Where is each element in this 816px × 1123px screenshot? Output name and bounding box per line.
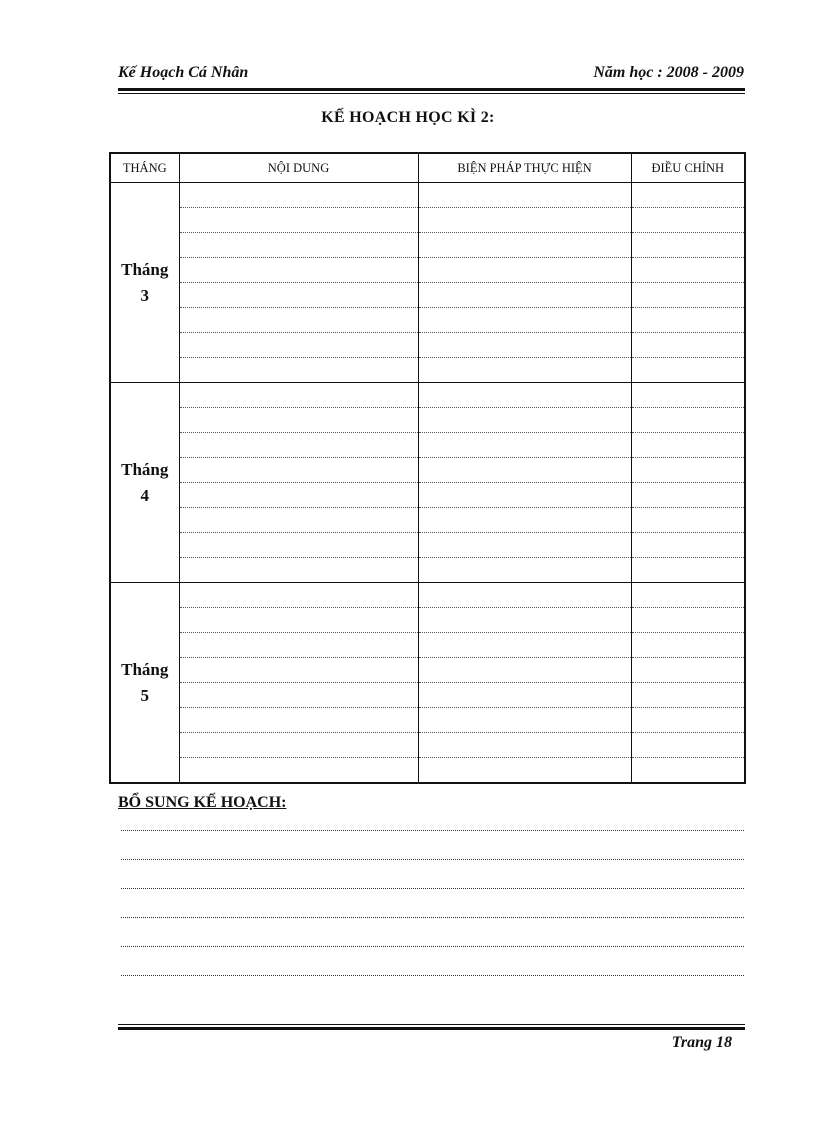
table-row bbox=[110, 208, 745, 233]
content-cell[interactable] bbox=[179, 358, 418, 383]
adjustment-cell[interactable] bbox=[631, 333, 745, 358]
supplement-title-part2: KẾ HOẠCH bbox=[193, 794, 282, 811]
content-cell[interactable] bbox=[179, 608, 418, 633]
month-number: 4 bbox=[140, 485, 149, 505]
table-row bbox=[110, 308, 745, 333]
measures-cell[interactable] bbox=[418, 683, 631, 708]
table-row bbox=[110, 408, 745, 433]
measures-cell[interactable] bbox=[418, 558, 631, 583]
table-header-row bbox=[110, 153, 745, 183]
adjustment-cell[interactable] bbox=[631, 558, 745, 583]
measures-cell[interactable] bbox=[418, 283, 631, 308]
page-number: Trang 18 bbox=[671, 1034, 732, 1051]
adjustment-cell[interactable] bbox=[631, 533, 745, 558]
measures-cell[interactable] bbox=[418, 333, 631, 358]
header-title: Kế Hoạch Cá Nhân bbox=[118, 64, 249, 81]
adjustment-cell[interactable] bbox=[631, 483, 745, 508]
table-row bbox=[110, 758, 745, 784]
column-header-month: THÁNG bbox=[110, 153, 179, 183]
table-row bbox=[110, 508, 745, 533]
adjustment-cell[interactable] bbox=[631, 283, 745, 308]
fill-line[interactable] bbox=[121, 946, 744, 947]
adjustment-cell[interactable] bbox=[631, 458, 745, 483]
fill-line[interactable] bbox=[121, 917, 744, 918]
measures-cell[interactable] bbox=[418, 408, 631, 433]
adjustment-cell[interactable] bbox=[631, 708, 745, 733]
plan-table bbox=[109, 152, 746, 784]
fill-line[interactable] bbox=[121, 975, 744, 976]
fill-line[interactable] bbox=[121, 830, 744, 831]
supplement-title bbox=[118, 794, 286, 812]
month-cell bbox=[110, 183, 179, 383]
table-row bbox=[110, 708, 745, 733]
header-rule-thick bbox=[118, 88, 745, 91]
adjustment-cell[interactable] bbox=[631, 383, 745, 408]
fill-line[interactable] bbox=[121, 859, 744, 860]
content-cell[interactable] bbox=[179, 308, 418, 333]
adjustment-cell[interactable] bbox=[631, 358, 745, 383]
table-row bbox=[110, 583, 745, 608]
measures-cell[interactable] bbox=[418, 533, 631, 558]
measures-cell[interactable] bbox=[418, 633, 631, 658]
table-row bbox=[110, 183, 745, 208]
month-cell bbox=[110, 583, 179, 784]
table-row bbox=[110, 258, 745, 283]
column-header-content: NỘI DUNG bbox=[179, 153, 418, 183]
table-row bbox=[110, 558, 745, 583]
table-row bbox=[110, 608, 745, 633]
page-title: KẾ HOẠCH HỌC KÌ 2: bbox=[321, 109, 495, 126]
table-row bbox=[110, 658, 745, 683]
adjustment-cell[interactable] bbox=[631, 308, 745, 333]
content-cell[interactable] bbox=[179, 283, 418, 308]
table-row bbox=[110, 433, 745, 458]
month-cell bbox=[110, 383, 179, 583]
content-cell[interactable] bbox=[179, 533, 418, 558]
measures-cell[interactable] bbox=[418, 733, 631, 758]
measures-cell[interactable] bbox=[418, 258, 631, 283]
supplement-title-part1: BỔ SUNG bbox=[118, 794, 190, 811]
fill-line[interactable] bbox=[121, 888, 744, 889]
month-label: Tháng bbox=[121, 459, 169, 479]
measures-cell[interactable] bbox=[418, 358, 631, 383]
adjustment-cell[interactable] bbox=[631, 208, 745, 233]
content-cell[interactable] bbox=[179, 233, 418, 258]
table-row bbox=[110, 683, 745, 708]
plan-table-body bbox=[110, 183, 745, 784]
table-row bbox=[110, 483, 745, 508]
adjustment-cell[interactable] bbox=[631, 658, 745, 683]
month-label: Tháng bbox=[121, 659, 169, 679]
measures-cell[interactable] bbox=[418, 233, 631, 258]
content-cell[interactable] bbox=[179, 258, 418, 283]
measures-cell[interactable] bbox=[418, 708, 631, 733]
column-header-measures: BIỆN PHÁP THỰC HIỆN bbox=[418, 153, 631, 183]
measures-cell[interactable] bbox=[418, 183, 631, 208]
content-cell[interactable] bbox=[179, 583, 418, 608]
content-cell[interactable] bbox=[179, 208, 418, 233]
adjustment-cell[interactable] bbox=[631, 233, 745, 258]
table-row bbox=[110, 383, 745, 408]
measures-cell[interactable] bbox=[418, 758, 631, 784]
content-cell[interactable] bbox=[179, 683, 418, 708]
table-row bbox=[110, 533, 745, 558]
measures-cell[interactable] bbox=[418, 458, 631, 483]
measures-cell[interactable] bbox=[418, 208, 631, 233]
measures-cell[interactable] bbox=[418, 483, 631, 508]
content-cell[interactable] bbox=[179, 708, 418, 733]
supplement-title-colon: : bbox=[281, 794, 287, 811]
adjustment-cell[interactable] bbox=[631, 758, 745, 784]
adjustment-cell[interactable] bbox=[631, 608, 745, 633]
table-row bbox=[110, 458, 745, 483]
measures-cell[interactable] bbox=[418, 308, 631, 333]
content-cell[interactable] bbox=[179, 508, 418, 533]
footer-rule-thick bbox=[118, 1027, 745, 1030]
header-school-year: Năm học : 2008 - 2009 bbox=[593, 64, 744, 81]
month-number: 3 bbox=[140, 285, 149, 305]
adjustment-cell[interactable] bbox=[631, 183, 745, 208]
content-cell[interactable] bbox=[179, 458, 418, 483]
header-rule-thin bbox=[118, 93, 745, 94]
adjustment-cell[interactable] bbox=[631, 733, 745, 758]
adjustment-cell[interactable] bbox=[631, 683, 745, 708]
adjustment-cell[interactable] bbox=[631, 633, 745, 658]
measures-cell[interactable] bbox=[418, 433, 631, 458]
content-cell[interactable] bbox=[179, 183, 418, 208]
measures-cell[interactable] bbox=[418, 658, 631, 683]
content-cell[interactable] bbox=[179, 558, 418, 583]
table-row bbox=[110, 633, 745, 658]
content-cell[interactable] bbox=[179, 633, 418, 658]
month-label: Tháng bbox=[121, 259, 169, 279]
content-cell[interactable] bbox=[179, 758, 418, 784]
content-cell[interactable] bbox=[179, 733, 418, 758]
measures-cell[interactable] bbox=[418, 583, 631, 608]
month-number: 5 bbox=[140, 685, 149, 705]
adjustment-cell[interactable] bbox=[631, 408, 745, 433]
table-row bbox=[110, 233, 745, 258]
table-row bbox=[110, 283, 745, 308]
adjustment-cell[interactable] bbox=[631, 258, 745, 283]
footer-rule-thin bbox=[118, 1024, 745, 1025]
content-cell[interactable] bbox=[179, 333, 418, 358]
content-cell[interactable] bbox=[179, 383, 418, 408]
content-cell[interactable] bbox=[179, 658, 418, 683]
measures-cell[interactable] bbox=[418, 608, 631, 633]
content-cell[interactable] bbox=[179, 433, 418, 458]
adjustment-cell[interactable] bbox=[631, 508, 745, 533]
adjustment-cell[interactable] bbox=[631, 433, 745, 458]
table-row bbox=[110, 358, 745, 383]
measures-cell[interactable] bbox=[418, 383, 631, 408]
content-cell[interactable] bbox=[179, 483, 418, 508]
column-header-adjustment: ĐIỀU CHỈNH bbox=[631, 153, 745, 183]
adjustment-cell[interactable] bbox=[631, 583, 745, 608]
measures-cell[interactable] bbox=[418, 508, 631, 533]
content-cell[interactable] bbox=[179, 408, 418, 433]
table-row bbox=[110, 733, 745, 758]
table-row bbox=[110, 333, 745, 358]
